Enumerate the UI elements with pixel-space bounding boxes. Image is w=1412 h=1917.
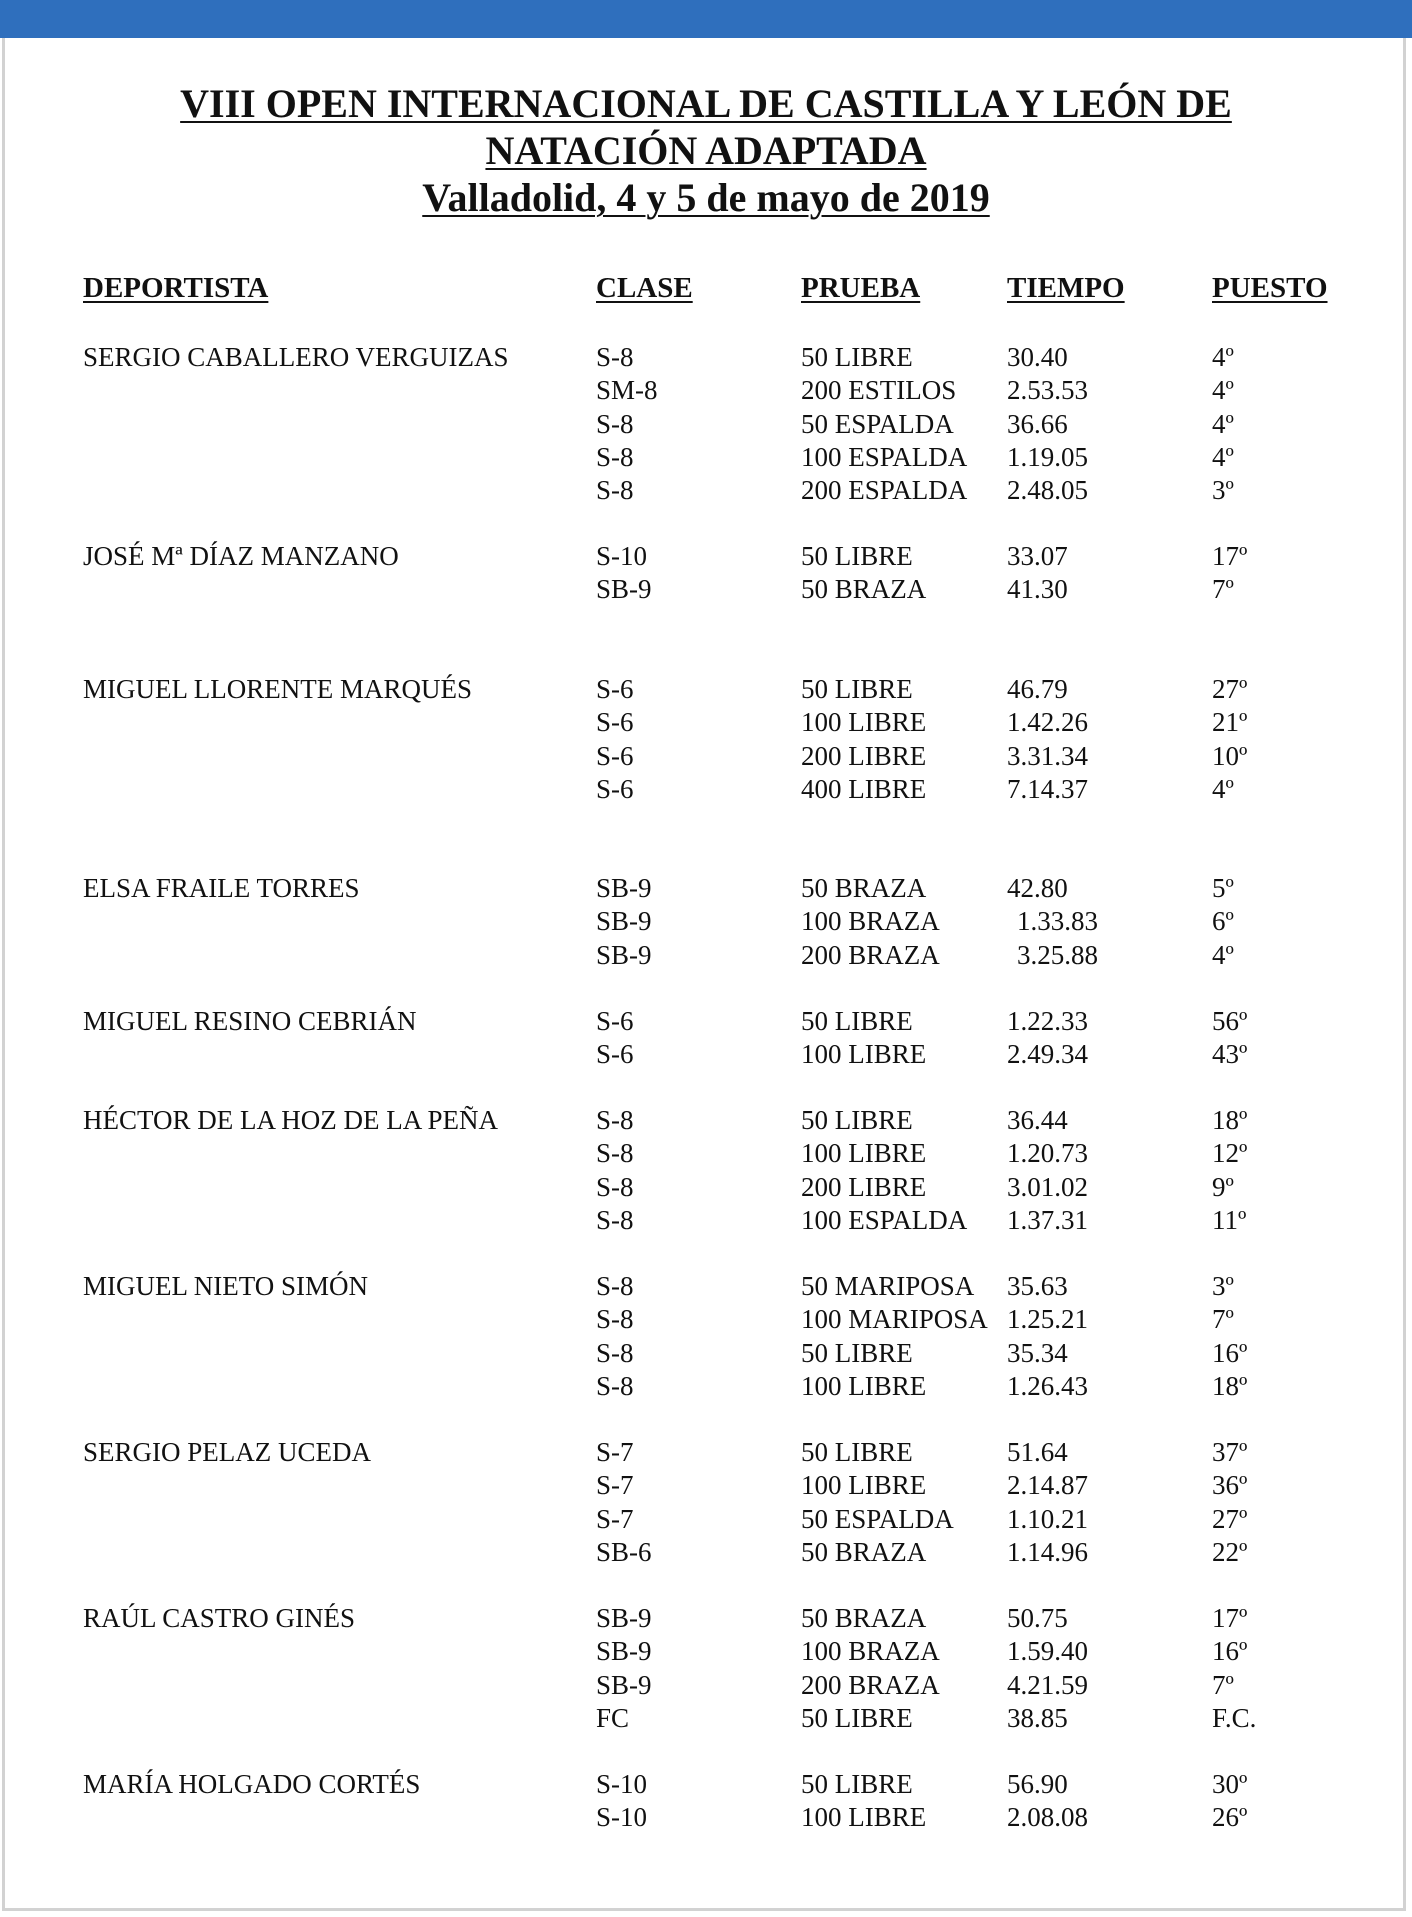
- cell-clase: FC: [596, 1702, 630, 1733]
- cell-puesto: 27º: [1212, 674, 1248, 704]
- cell-puesto: 16º: [1212, 1337, 1248, 1368]
- cell-clase: S-8: [596, 1138, 634, 1169]
- cell-tiempo: 1.14.96: [1007, 1536, 1088, 1567]
- top-bar: [0, 0, 1412, 38]
- table-row: [0, 673, 1412, 706]
- cell-prueba: 50 LIBRE: [801, 1337, 913, 1368]
- cell-puesto: 17º: [1212, 1603, 1248, 1633]
- cell-tiempo: 3.25.88: [1017, 939, 1098, 970]
- cell-tiempo: 30.40: [1007, 342, 1068, 372]
- cell-puesto: F.C.: [1212, 1702, 1257, 1733]
- cell-puesto: 18º: [1212, 1370, 1248, 1401]
- cell-tiempo: 4.21.59: [1007, 1669, 1088, 1700]
- cell-clase: S-8: [596, 1171, 634, 1202]
- cell-tiempo: 1.42.26: [1007, 707, 1088, 738]
- table-row: [0, 474, 1412, 507]
- table-row: [0, 1801, 1412, 1834]
- cell-tiempo: 42.80: [1007, 873, 1068, 903]
- cell-tiempo: 35.34: [1007, 1337, 1068, 1368]
- cell-puesto: 3º: [1212, 1271, 1234, 1301]
- athlete-name: MARÍA HOLGADO CORTÉS: [83, 1769, 421, 1799]
- cell-tiempo: 38.85: [1007, 1702, 1068, 1733]
- cell-prueba: 100 LIBRE: [801, 1802, 927, 1833]
- cell-tiempo: 1.59.40: [1007, 1636, 1088, 1667]
- athlete-name: SERGIO CABALLERO VERGUIZAS: [83, 342, 509, 372]
- cell-prueba: 100 LIBRE: [801, 1039, 927, 1070]
- cell-clase: S-10: [596, 1769, 648, 1799]
- cell-prueba: 50 LIBRE: [801, 541, 913, 571]
- cell-puesto: 4º: [1212, 375, 1234, 406]
- cell-clase: S-7: [596, 1503, 634, 1534]
- cell-clase: S-8: [596, 1370, 634, 1401]
- cell-tiempo: 1.26.43: [1007, 1370, 1088, 1401]
- table-row: [0, 773, 1412, 806]
- cell-puesto: 4º: [1212, 939, 1234, 970]
- cell-puesto: 4º: [1212, 342, 1234, 372]
- cell-puesto: 30º: [1212, 1769, 1248, 1799]
- cell-prueba: 50 LIBRE: [801, 1006, 913, 1036]
- cell-clase: S-7: [596, 1437, 634, 1467]
- table-row: [0, 939, 1412, 972]
- cell-prueba: 50 BRAZA: [801, 1536, 927, 1567]
- table-row: [0, 1303, 1412, 1336]
- cell-puesto: 7º: [1212, 1304, 1234, 1335]
- cell-tiempo: 1.20.73: [1007, 1138, 1088, 1169]
- table-row: [0, 1768, 1412, 1801]
- cell-tiempo: 2.48.05: [1007, 475, 1088, 506]
- cell-prueba: 100 LIBRE: [801, 1370, 927, 1401]
- table-row: [0, 1005, 1412, 1038]
- cell-prueba: 100 BRAZA: [801, 906, 940, 937]
- cell-puesto: 10º: [1212, 740, 1248, 771]
- cell-tiempo: 2.08.08: [1007, 1802, 1088, 1833]
- cell-tiempo: 3.01.02: [1007, 1171, 1088, 1202]
- cell-puesto: 7º: [1212, 574, 1234, 605]
- cell-tiempo: 51.64: [1007, 1437, 1068, 1467]
- cell-prueba: 400 LIBRE: [801, 773, 927, 804]
- cell-tiempo: 50.75: [1007, 1603, 1068, 1633]
- cell-prueba: 50 LIBRE: [801, 674, 913, 704]
- cell-puesto: 4º: [1212, 773, 1234, 804]
- cell-clase: SB-9: [596, 1603, 652, 1633]
- athlete-name: RAÚL CASTRO GINÉS: [83, 1603, 356, 1633]
- table-row: [0, 905, 1412, 938]
- cell-prueba: 200 ESPALDA: [801, 475, 968, 506]
- cell-puesto: 37º: [1212, 1437, 1248, 1467]
- cell-tiempo: 2.53.53: [1007, 375, 1088, 406]
- cell-clase: S-8: [596, 441, 634, 472]
- cell-prueba: 50 BRAZA: [801, 873, 927, 903]
- cell-clase: SB-9: [596, 939, 652, 970]
- cell-prueba: 50 LIBRE: [801, 1437, 913, 1467]
- cell-tiempo: 1.33.83: [1017, 906, 1098, 937]
- table-row: [0, 540, 1412, 573]
- cell-clase: S-8: [596, 1271, 634, 1301]
- cell-prueba: 100 LIBRE: [801, 707, 927, 738]
- cell-puesto: 17º: [1212, 541, 1248, 571]
- table-row: [0, 706, 1412, 739]
- cell-clase: S-10: [596, 1802, 648, 1833]
- table-row: [0, 1536, 1412, 1569]
- cell-prueba: 200 LIBRE: [801, 1171, 927, 1202]
- cell-tiempo: 7.14.37: [1007, 773, 1088, 804]
- cell-tiempo: 35.63: [1007, 1271, 1068, 1301]
- title-line-3: Valladolid, 4 y 5 de mayo de 2019: [422, 175, 990, 220]
- table-row: [0, 1669, 1412, 1702]
- cell-prueba: 50 LIBRE: [801, 342, 913, 372]
- athlete-name: MIGUEL LLORENTE MARQUÉS: [83, 674, 472, 704]
- title-line-2: NATACIÓN ADAPTADA: [485, 128, 927, 173]
- cell-puesto: 26º: [1212, 1802, 1248, 1833]
- table-row: [0, 1171, 1412, 1204]
- table-header: [0, 272, 1412, 312]
- cell-clase: S-10: [596, 541, 648, 571]
- cell-clase: SB-9: [596, 873, 652, 903]
- table-row: [0, 573, 1412, 606]
- cell-puesto: 22º: [1212, 1536, 1248, 1567]
- cell-clase: S-6: [596, 1039, 634, 1070]
- header-clase: CLASE: [596, 272, 693, 304]
- athlete-name: HÉCTOR DE LA HOZ DE LA PEÑA: [83, 1105, 498, 1135]
- table-row: [0, 1270, 1412, 1303]
- cell-tiempo: 1.19.05: [1007, 441, 1088, 472]
- cell-tiempo: 2.14.87: [1007, 1470, 1088, 1501]
- cell-prueba: 50 ESPALDA: [801, 408, 954, 439]
- table-row: [0, 1038, 1412, 1071]
- header-prueba: PRUEBA: [801, 272, 921, 304]
- header-deportista: DEPORTISTA: [83, 272, 269, 304]
- table-row: [0, 374, 1412, 407]
- table-row: [0, 872, 1412, 905]
- header-tiempo: TIEMPO: [1007, 272, 1125, 304]
- cell-clase: S-8: [596, 1304, 634, 1335]
- cell-prueba: 50 ESPALDA: [801, 1503, 954, 1534]
- cell-clase: S-6: [596, 740, 634, 771]
- cell-prueba: 200 BRAZA: [801, 939, 940, 970]
- cell-clase: S-8: [596, 1337, 634, 1368]
- cell-puesto: 43º: [1212, 1039, 1248, 1070]
- table-row: [0, 341, 1412, 374]
- cell-prueba: 100 LIBRE: [801, 1138, 927, 1169]
- cell-tiempo: 46.79: [1007, 674, 1068, 704]
- cell-puesto: 36º: [1212, 1470, 1248, 1501]
- cell-clase: S-8: [596, 1105, 634, 1135]
- cell-tiempo: 36.44: [1007, 1105, 1068, 1135]
- table-row: [0, 1436, 1412, 1469]
- cell-clase: SB-6: [596, 1536, 652, 1567]
- table-row: [0, 1602, 1412, 1635]
- cell-puesto: 6º: [1212, 906, 1234, 937]
- cell-prueba: 100 MARIPOSA: [801, 1304, 988, 1335]
- cell-tiempo: 1.22.33: [1007, 1006, 1088, 1036]
- table-row: [0, 740, 1412, 773]
- table-row: [0, 1204, 1412, 1237]
- athlete-name: ELSA FRAILE TORRES: [83, 873, 360, 903]
- cell-puesto: 9º: [1212, 1171, 1234, 1202]
- cell-tiempo: 56.90: [1007, 1769, 1068, 1799]
- cell-clase: S-6: [596, 707, 634, 738]
- cell-prueba: 50 LIBRE: [801, 1702, 913, 1733]
- cell-tiempo: 1.25.21: [1007, 1304, 1088, 1335]
- cell-clase: SB-9: [596, 574, 652, 605]
- cell-puesto: 18º: [1212, 1105, 1248, 1135]
- table-row: [0, 408, 1412, 441]
- athlete-name: MIGUEL RESINO CEBRIÁN: [83, 1006, 417, 1036]
- athlete-name: JOSÉ Mª DÍAZ MANZANO: [83, 541, 399, 571]
- cell-clase: S-7: [596, 1470, 634, 1501]
- cell-puesto: 11º: [1212, 1204, 1247, 1235]
- cell-prueba: 200 ESTILOS: [801, 375, 957, 406]
- table-row: [0, 1702, 1412, 1735]
- cell-tiempo: 41.30: [1007, 574, 1068, 605]
- cell-puesto: 16º: [1212, 1636, 1248, 1667]
- cell-tiempo: 3.31.34: [1007, 740, 1088, 771]
- cell-prueba: 50 MARIPOSA: [801, 1271, 975, 1301]
- cell-clase: S-6: [596, 1006, 634, 1036]
- cell-clase: S-6: [596, 674, 634, 704]
- cell-prueba: 50 BRAZA: [801, 1603, 927, 1633]
- table-row: [0, 1635, 1412, 1668]
- cell-puesto: 12º: [1212, 1138, 1248, 1169]
- cell-prueba: 100 LIBRE: [801, 1470, 927, 1501]
- athlete-name: SERGIO PELAZ UCEDA: [83, 1437, 371, 1467]
- cell-clase: SB-9: [596, 906, 652, 937]
- cell-puesto: 27º: [1212, 1503, 1248, 1534]
- cell-clase: S-8: [596, 408, 634, 439]
- cell-tiempo: 33.07: [1007, 541, 1068, 571]
- cell-puesto: 7º: [1212, 1669, 1234, 1700]
- title-line-1: VIII OPEN INTERNACIONAL DE CASTILLA Y LEÓN DE: [180, 81, 1232, 126]
- cell-clase: S-6: [596, 773, 634, 804]
- table-row: [0, 1469, 1412, 1502]
- table-row: [0, 1337, 1412, 1370]
- cell-prueba: 100 ESPALDA: [801, 441, 968, 472]
- cell-puesto: 4º: [1212, 408, 1234, 439]
- cell-prueba: 100 ESPALDA: [801, 1204, 968, 1235]
- cell-clase: S-8: [596, 342, 634, 372]
- cell-prueba: 200 BRAZA: [801, 1669, 940, 1700]
- cell-puesto: 56º: [1212, 1006, 1248, 1036]
- athlete-name: MIGUEL NIETO SIMÓN: [83, 1271, 368, 1301]
- cell-clase: SM-8: [596, 375, 658, 406]
- table-row: [0, 1503, 1412, 1536]
- cell-tiempo: 1.37.31: [1007, 1204, 1088, 1235]
- header-puesto: PUESTO: [1212, 272, 1328, 304]
- cell-clase: SB-9: [596, 1636, 652, 1667]
- cell-puesto: 3º: [1212, 475, 1234, 506]
- cell-clase: SB-9: [596, 1669, 652, 1700]
- table-row: [0, 1104, 1412, 1137]
- cell-puesto: 5º: [1212, 873, 1234, 903]
- cell-tiempo: 2.49.34: [1007, 1039, 1088, 1070]
- cell-prueba: 50 BRAZA: [801, 574, 927, 605]
- cell-tiempo: 1.10.21: [1007, 1503, 1088, 1534]
- cell-prueba: 50 LIBRE: [801, 1105, 913, 1135]
- cell-clase: S-8: [596, 475, 634, 506]
- table-row: [0, 441, 1412, 474]
- cell-prueba: 50 LIBRE: [801, 1769, 913, 1799]
- cell-prueba: 100 BRAZA: [801, 1636, 940, 1667]
- table-row: [0, 1370, 1412, 1403]
- table-row: [0, 1137, 1412, 1170]
- cell-tiempo: 36.66: [1007, 408, 1068, 439]
- cell-puesto: 21º: [1212, 707, 1248, 738]
- cell-puesto: 4º: [1212, 441, 1234, 472]
- cell-prueba: 200 LIBRE: [801, 740, 927, 771]
- document-title: [0, 80, 1412, 221]
- cell-clase: S-8: [596, 1204, 634, 1235]
